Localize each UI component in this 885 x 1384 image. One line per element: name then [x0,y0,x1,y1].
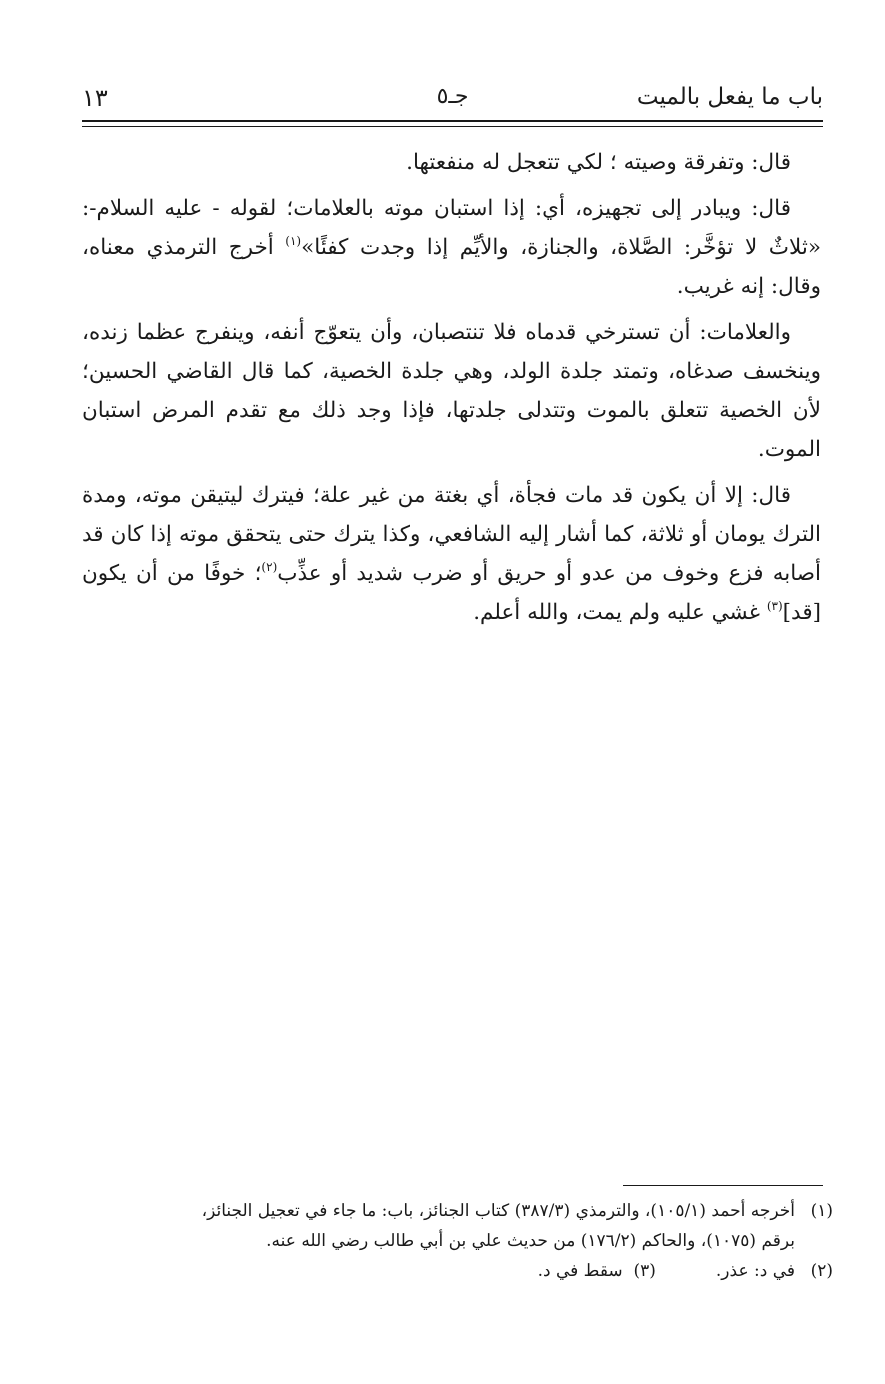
paragraph-2-text-b: أخرج الترمذي معناه، وقال: إنه غريب. [82,235,821,299]
footnote-ref-3: (٣) [766,599,783,613]
paragraph-2 [82,189,821,306]
footnote-separator [623,1185,823,1186]
footnote-ref-2: (٢) [261,560,278,574]
paragraph-4-text-b: ؛ خوفًا من أن يكون [قد] [82,561,821,625]
header-rule-thin [82,126,823,127]
volume-label: جـ٥ [436,84,469,109]
chapter-title: باب ما يفعل بالميت [636,84,823,110]
footnote-1-text-a: أخرجه أحمد (١٠٥/١)، والترمذي (٣٨٧/٣) كتاب الجنائز، باب: ما جاء في تعجيل الجنائز، [201,1201,795,1221]
main-text [82,143,821,639]
footnote-1-number: (١) [810,1201,833,1221]
footnote-2-number: (٢) [810,1261,833,1281]
footnote-2-text: في د: عذر. [715,1261,795,1281]
footnote-3-number: (٣) [633,1261,656,1281]
paragraph-1: قال: وتفرقة وصيته ؛ لكي تتعجل له منفعتها. [406,150,791,175]
paragraph-4-text-a: قال: إلا أن يكون قد مات فجأة، أي بغتة من غير علة؛ فيترك ليتيقن موته، ومدة الترك يومان أو ثلاثة، كما أشار إليه الشافعي، وكذا يترك حتى يتحقق موته إذا كان قد أصابه فزع وخوف من عدو أو حريق أو ضرب شديد أو عذِّب [82,483,821,586]
page-number: ١٣ [82,84,108,112]
footnotes-2-3 [70,1256,833,1286]
footnotes [70,1196,833,1286]
paragraph-3: والعلامات: أن تسترخي قدماه فلا تنتصبان، وأن يتعوّج أنفه، وينفرج عظما زنده، وينخسف صدغاه، وتمتد جلدة الولد، وهي جلدة الخصية، كما قال القاضي الحسين؛ لأن الخصية تتعلق بالموت وتتدلى جلدتها، فإذا وجد ذلك مع تقدم المرض استبان الموت. [82,320,821,462]
paragraph-4 [82,476,821,632]
header-rule-thick [82,120,823,122]
footnote-3-text: سقط في د. [537,1261,623,1281]
paragraph-4-text-c: غشي عليه ولم يمت، والله أعلم. [473,600,767,625]
footnote-1-text-b: برقم (١٠٧٥)، والحاكم (١٧٦/٢) من حديث علي بن أبي طالب رضي الله عنه. [266,1231,795,1251]
footnote-1 [70,1196,833,1256]
footnote-ref-1: (١) [285,234,302,248]
paragraph-2-text-a: قال: ويبادر إلى تجهيزه، أي: إذا استبان موته بالعلامات؛ لقوله - عليه السلام-: «ثلاثٌ لا تؤخَّر: الصَّلاة، والجنازة، والأيِّم إذا وجدت كفئًا» [82,196,821,260]
running-header [82,80,823,120]
